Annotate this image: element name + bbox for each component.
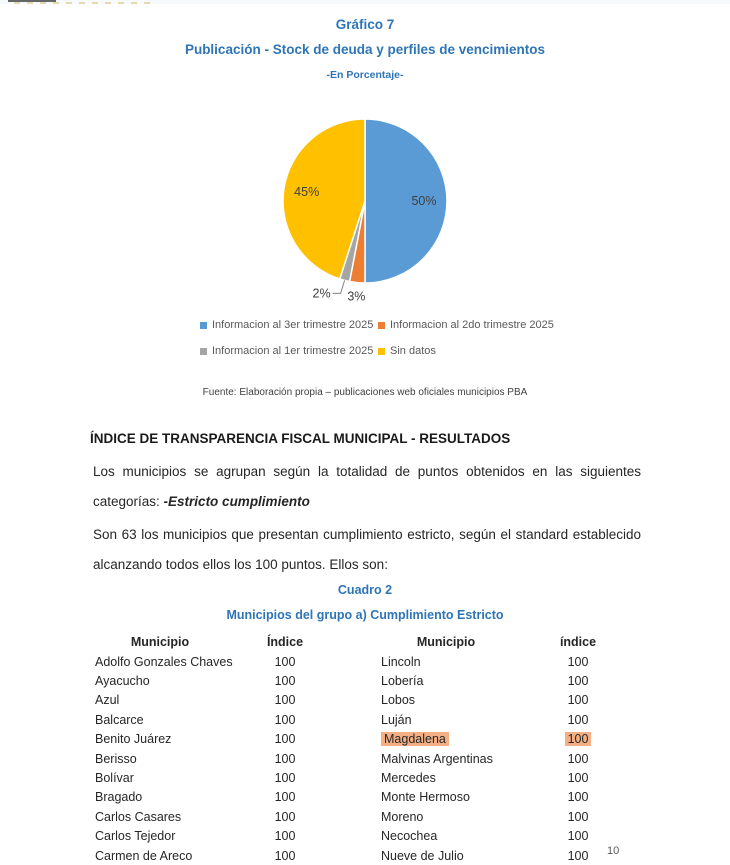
municipality-cell: Necochea	[381, 829, 438, 844]
legend-item	[200, 345, 378, 357]
paragraph-categories	[93, 457, 641, 517]
index-cell: 100	[567, 829, 589, 844]
municipality-cell: Balcarce	[95, 712, 144, 727]
index-cell: 100	[274, 809, 296, 824]
municipality-cell: Carlos Tejedor	[95, 829, 176, 844]
index-cell	[511, 732, 645, 746]
table-row	[95, 691, 645, 710]
municipality-cell: Lincoln	[381, 654, 421, 669]
index-cell: 100	[567, 693, 589, 708]
pie-data-label-1: 3%	[347, 289, 366, 304]
index-cell: 100	[274, 771, 296, 786]
legend-item	[378, 319, 554, 331]
index-cell: 100	[567, 848, 589, 863]
municipality-cell	[381, 732, 511, 746]
table-row	[95, 846, 645, 865]
chart-legend	[200, 319, 554, 357]
screen-edge-artifact-dashes	[14, 2, 154, 4]
municipality-cell: Carlos Casares	[95, 809, 182, 824]
paragraph-categories-emphasis: -Estricto cumplimiento	[163, 494, 310, 509]
index-cell: 100	[567, 771, 589, 786]
legend-item	[200, 319, 378, 331]
municipality-cell: Bragado	[95, 790, 143, 805]
table-row	[95, 730, 645, 749]
municipality-cell: Nueve de Julio	[381, 848, 464, 863]
index-cell: 100	[274, 674, 296, 689]
chart-title: Gráfico 7	[335, 17, 395, 32]
column-header-municipio-left: Municipio	[130, 634, 190, 649]
column-header-indice-left: Índice	[266, 634, 304, 649]
municipality-cell: Carmen de Areco	[95, 848, 193, 863]
index-cell: 100	[274, 790, 296, 805]
legend-label: Informacion al 3er trimestre 2025	[212, 319, 374, 331]
municipality-cell: Adolfo Gonzales Chaves	[95, 654, 233, 669]
municipality-cell: Berisso	[95, 751, 137, 766]
table-title: Cuadro 2	[337, 583, 393, 597]
table-header-row	[95, 631, 645, 652]
municipality-cell: Benito Juárez	[95, 732, 172, 747]
municipality-cell: Lobos	[381, 693, 416, 708]
section-heading: ÍNDICE DE TRANSPARENCIA FISCAL MUNICIPAL - RESULTADOS	[90, 431, 511, 446]
pie-data-label-0: 50%	[411, 194, 437, 208]
index-cell: 100	[274, 693, 296, 708]
table-row	[95, 652, 645, 671]
chart-subtitle: Publicación - Stock de deuda y perfiles de vencimientos	[184, 42, 546, 57]
legend-label: Informacion al 1er trimestre 2025	[212, 345, 374, 357]
municipalities-table	[95, 631, 645, 865]
index-cell: 100	[567, 712, 589, 727]
paragraph-count: Son 63 los municipios que presentan cumplimiento estricto, según el standard establecido alcanzando todos ellos los 100 puntos. Ellos son:	[93, 527, 641, 572]
index-cell: 100	[567, 751, 589, 766]
table-row	[95, 807, 645, 826]
table-subtitle: Municipios del grupo a) Cumplimiento Estricto	[226, 608, 504, 622]
municipality-cell: Mercedes	[381, 771, 436, 786]
pie-data-label-3: 45%	[294, 184, 320, 199]
legend-swatch-icon	[378, 322, 385, 329]
table-row	[95, 710, 645, 729]
chart-source-note: Fuente: Elaboración propia – publicaciones web oficiales municipios PBA	[202, 387, 528, 398]
index-cell: 100	[274, 829, 296, 844]
index-cell: 100	[274, 848, 296, 863]
index-cell: 100	[567, 654, 589, 669]
table-row	[95, 788, 645, 807]
highlighted-value: 100	[565, 732, 592, 746]
table-row	[95, 749, 645, 768]
index-cell: 100	[274, 712, 296, 727]
index-cell: 100	[567, 790, 589, 805]
municipality-cell: Monte Hermoso	[381, 790, 470, 805]
legend-label: Informacion al 2do trimestre 2025	[390, 319, 554, 331]
municipality-cell: Moreno	[381, 809, 424, 824]
column-header-municipio-right: Municipio	[416, 634, 476, 649]
column-header-indice-right: índice	[559, 634, 597, 649]
paragraph-categories-text: Los municipios se agrupan según la totalidad de puntos obtenidos en las siguientes categorías:	[93, 464, 641, 509]
municipality-cell: Luján	[381, 712, 412, 727]
chart-unit-note: -En Porcentaje-	[326, 69, 404, 81]
legend-swatch-icon	[200, 322, 207, 329]
index-cell: 100	[567, 809, 589, 824]
municipality-cell: Lobería	[381, 674, 424, 689]
municipality-cell: Malvinas Argentinas	[381, 751, 493, 766]
index-cell: 100	[274, 751, 296, 766]
pie-label-leader-line	[333, 280, 345, 293]
legend-label: Sin datos	[390, 345, 436, 357]
index-cell: 100	[567, 674, 589, 689]
municipality-cell: Ayacucho	[95, 674, 150, 689]
table-row	[95, 827, 645, 846]
table-body	[95, 652, 645, 865]
index-cell: 100	[274, 654, 296, 669]
legend-swatch-icon	[200, 348, 207, 355]
index-cell: 100	[274, 732, 296, 747]
legend-item	[378, 345, 554, 357]
municipality-cell: Azul	[95, 693, 120, 708]
page-number: 10	[607, 845, 620, 857]
pie-data-label-2: 2%	[312, 286, 331, 301]
legend-swatch-icon	[378, 348, 385, 355]
table-row	[95, 768, 645, 787]
municipality-cell: Bolívar	[95, 771, 134, 786]
highlighted-value: Magdalena	[381, 732, 449, 746]
pie-chart	[240, 104, 500, 309]
table-row	[95, 671, 645, 690]
